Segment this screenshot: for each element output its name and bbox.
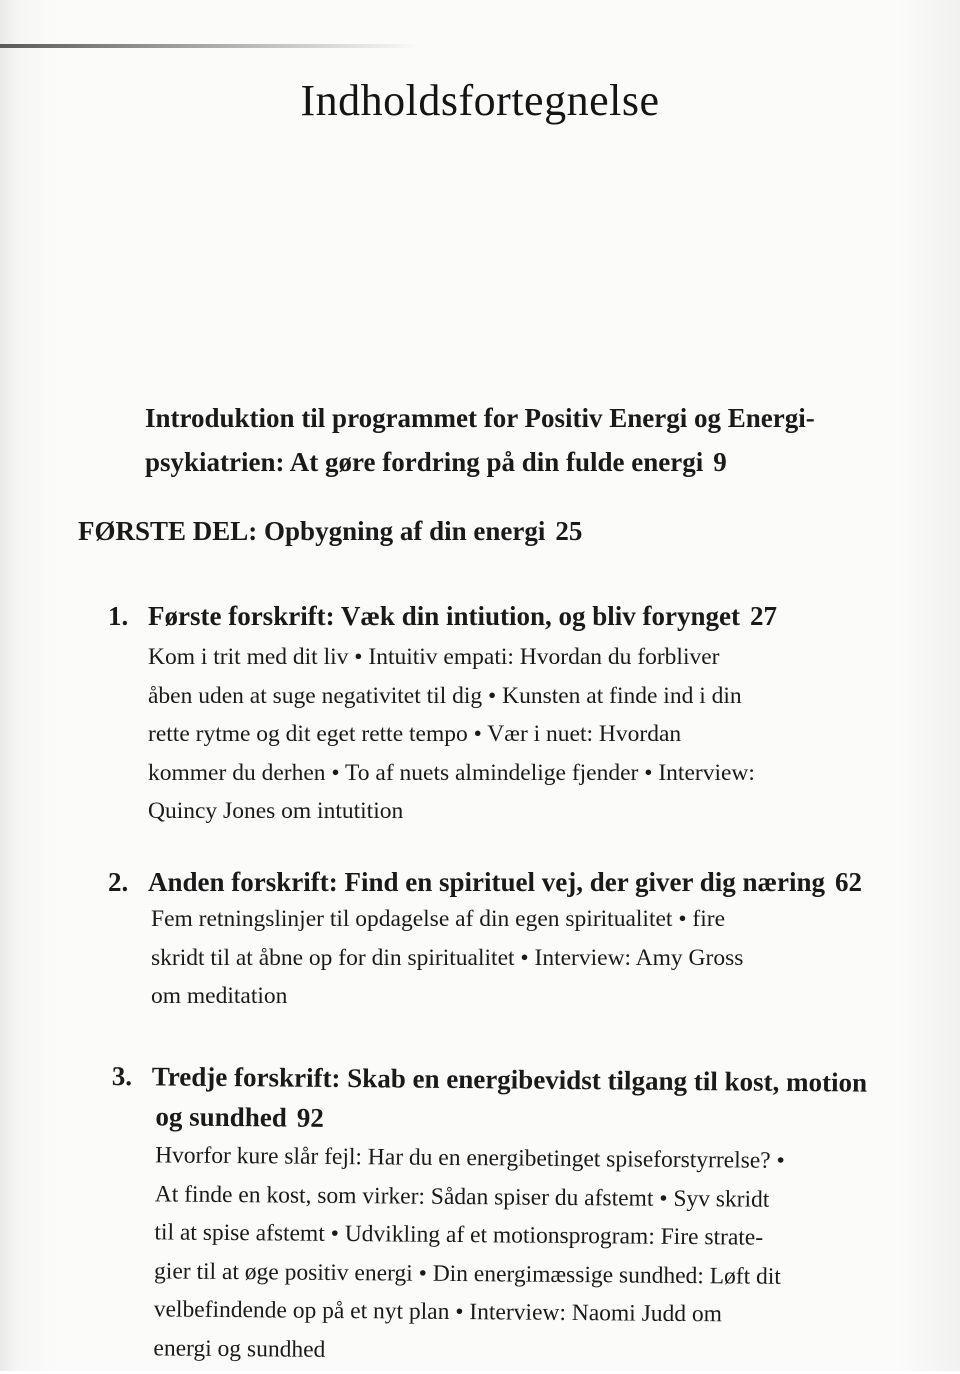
summary-line: åben uden at suge negativitet til dig • Kunsten at finde ind i din xyxy=(148,682,742,709)
chapter-summary xyxy=(151,900,908,1016)
page-title: Indholdsfortegnelse xyxy=(300,76,660,126)
chapter-page-number: 92 xyxy=(296,1102,324,1133)
summary-line: om meditation xyxy=(151,983,288,1009)
summary-line: At finde en kost, som virker: Sådan spiser du afstemt • Syv skridt xyxy=(154,1180,770,1213)
chapter-number: 3. xyxy=(111,1060,133,1092)
page-edge-shadow xyxy=(0,44,420,48)
chapter-summary xyxy=(148,638,908,831)
chapter-number: 1. xyxy=(108,601,129,631)
intro-line-2 xyxy=(145,440,905,484)
toc-part-heading xyxy=(78,516,878,547)
summary-line: gier til at øge positiv energi • Din energimæssige sundhed: Løft dit xyxy=(154,1257,781,1290)
summary-line: Quincy Jones om intutition xyxy=(148,798,404,824)
part-page-number: 25 xyxy=(555,516,583,546)
chapter-title-continued: og sundhed xyxy=(155,1101,287,1133)
intro-line-1: Introduktion til programmet for Positiv Energi og Energi- xyxy=(145,403,815,433)
chapter-summary xyxy=(153,1136,911,1374)
summary-line: energi og sundhed xyxy=(153,1334,326,1363)
toc-entry-introduction xyxy=(145,396,905,484)
intro-page-number: 9 xyxy=(713,447,727,477)
summary-line: Kom i trit med dit liv • Intuitiv empati: Hvordan du forbliver xyxy=(148,644,720,670)
part-label: FØRSTE DEL: Opbygning af din energi xyxy=(78,516,546,546)
chapter-heading xyxy=(108,862,908,902)
chapter-heading xyxy=(112,1056,912,1103)
summary-line: Fem retningslinjer til opdagelse af din egen spiritualitet • fire xyxy=(151,906,726,932)
chapter-title: Første forskrift: Væk din intiution, og bliv forynget xyxy=(148,601,740,631)
chapter-title: Anden forskrift: Find en spirituel vej, der giver dig næring xyxy=(148,867,826,897)
chapter-number: 2. xyxy=(108,867,129,897)
toc-chapter-3 xyxy=(109,1056,912,1374)
chapter-heading-continued xyxy=(155,1096,911,1143)
toc-chapter-2 xyxy=(108,862,908,1016)
chapter-page-number: 27 xyxy=(750,601,777,631)
summary-line: skridt til at åbne op for din spiritualitet • Interview: Amy Gross xyxy=(151,944,744,971)
chapter-heading xyxy=(108,596,908,636)
summary-line: velbefindende op på et nyt plan • Interview: Naomi Judd om xyxy=(153,1296,723,1328)
chapter-page-number: 62 xyxy=(835,867,863,897)
toc-chapter-1 xyxy=(108,596,908,831)
intro-line-2-text: psykiatrien: At gøre fordring på din fulde energi xyxy=(145,447,704,477)
chapter-title: Tredje forskrift: Skab en energibevidst tilgang til kost, motion xyxy=(151,1061,868,1098)
summary-line: Hvorfor kure slår fejl: Har du en energibetinget spiseforstyrrelse? • xyxy=(155,1142,785,1174)
summary-line: kommer du derhen • To af nuets almindelige fjender • Interview: xyxy=(148,759,755,786)
summary-line: til at spise afstemt • Udvikling af et motionsprogram: Fire strate- xyxy=(154,1219,764,1251)
summary-line: rette rytme og dit eget rette tempo • Vær i nuet: Hvordan xyxy=(148,721,682,747)
